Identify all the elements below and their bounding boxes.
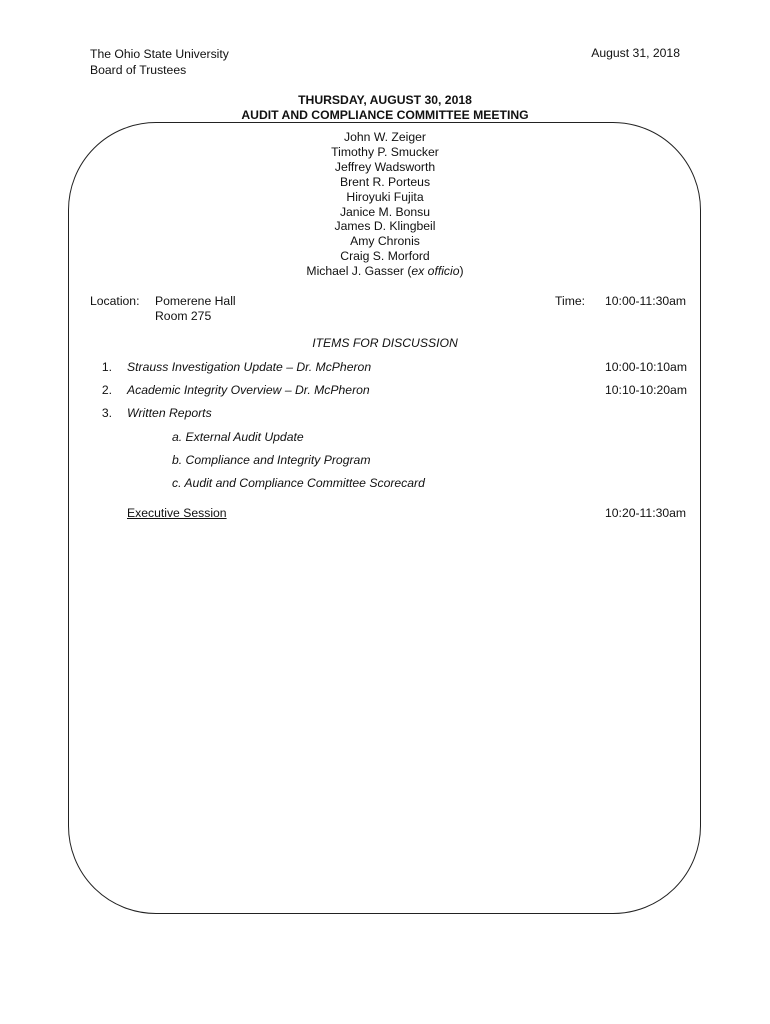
meeting-date-title: THURSDAY, AUGUST 30, 2018 [298,93,472,107]
time-value: 10:00-11:30am [605,294,687,308]
location-building: Pomerene Hall [155,294,236,308]
agenda-item: Strauss Investigation Update – Dr. McPheron [127,360,372,374]
ex-officio-role: ex officio [411,264,460,279]
ex-officio-member [0,264,770,279]
member-name: Craig S. Morford [340,249,430,264]
ex-officio-close: ) [459,264,464,279]
time-label: Time: [555,294,586,308]
item-number: 2. [101,383,112,397]
member-name: Timothy P. Smucker [331,144,439,159]
agenda-item: Written Reports [127,406,212,420]
member-name: Brent R. Porteus [339,174,431,189]
committee-title: AUDIT AND COMPLIANCE COMMITTEE MEETING [241,108,529,122]
member-list [0,130,770,279]
sub-item: c. Audit and Compliance Committee Scorecard [172,476,425,490]
agenda-item-time: 10:00-10:10am [605,360,687,374]
location-room: Room 275 [155,309,212,323]
member-name: Hiroyuki Fujita [346,189,424,204]
document-date: August 31, 2018 [591,46,680,60]
organization-header [90,46,229,78]
items-for-discussion-heading: ITEMS FOR DISCUSSION [312,336,458,350]
item-number: 3. [101,406,112,420]
location-label: Location: [90,294,140,308]
ex-officio-name: Michael J. Gasser ( [306,264,412,279]
agenda-item: Academic Integrity Overview – Dr. McPheron [127,383,370,397]
sub-item: b. Compliance and Integrity Program [172,453,371,467]
sub-item: a. External Audit Update [172,430,304,444]
org-name: The Ohio State University [90,47,229,61]
agenda-item-time: 10:10-10:20am [605,383,687,397]
member-name: Janice M. Bonsu [339,204,431,219]
board-name: Board of Trustees [90,63,187,77]
item-number: 1. [101,360,112,374]
executive-session-time: 10:20-11:30am [605,506,687,520]
member-name: John W. Zeiger [344,130,426,144]
member-name: Jeffrey Wadsworth [334,159,436,174]
member-name: Amy Chronis [350,234,420,249]
member-name: James D. Klingbeil [334,219,436,234]
meeting-title [0,93,770,123]
executive-session: Executive Session [127,506,227,520]
